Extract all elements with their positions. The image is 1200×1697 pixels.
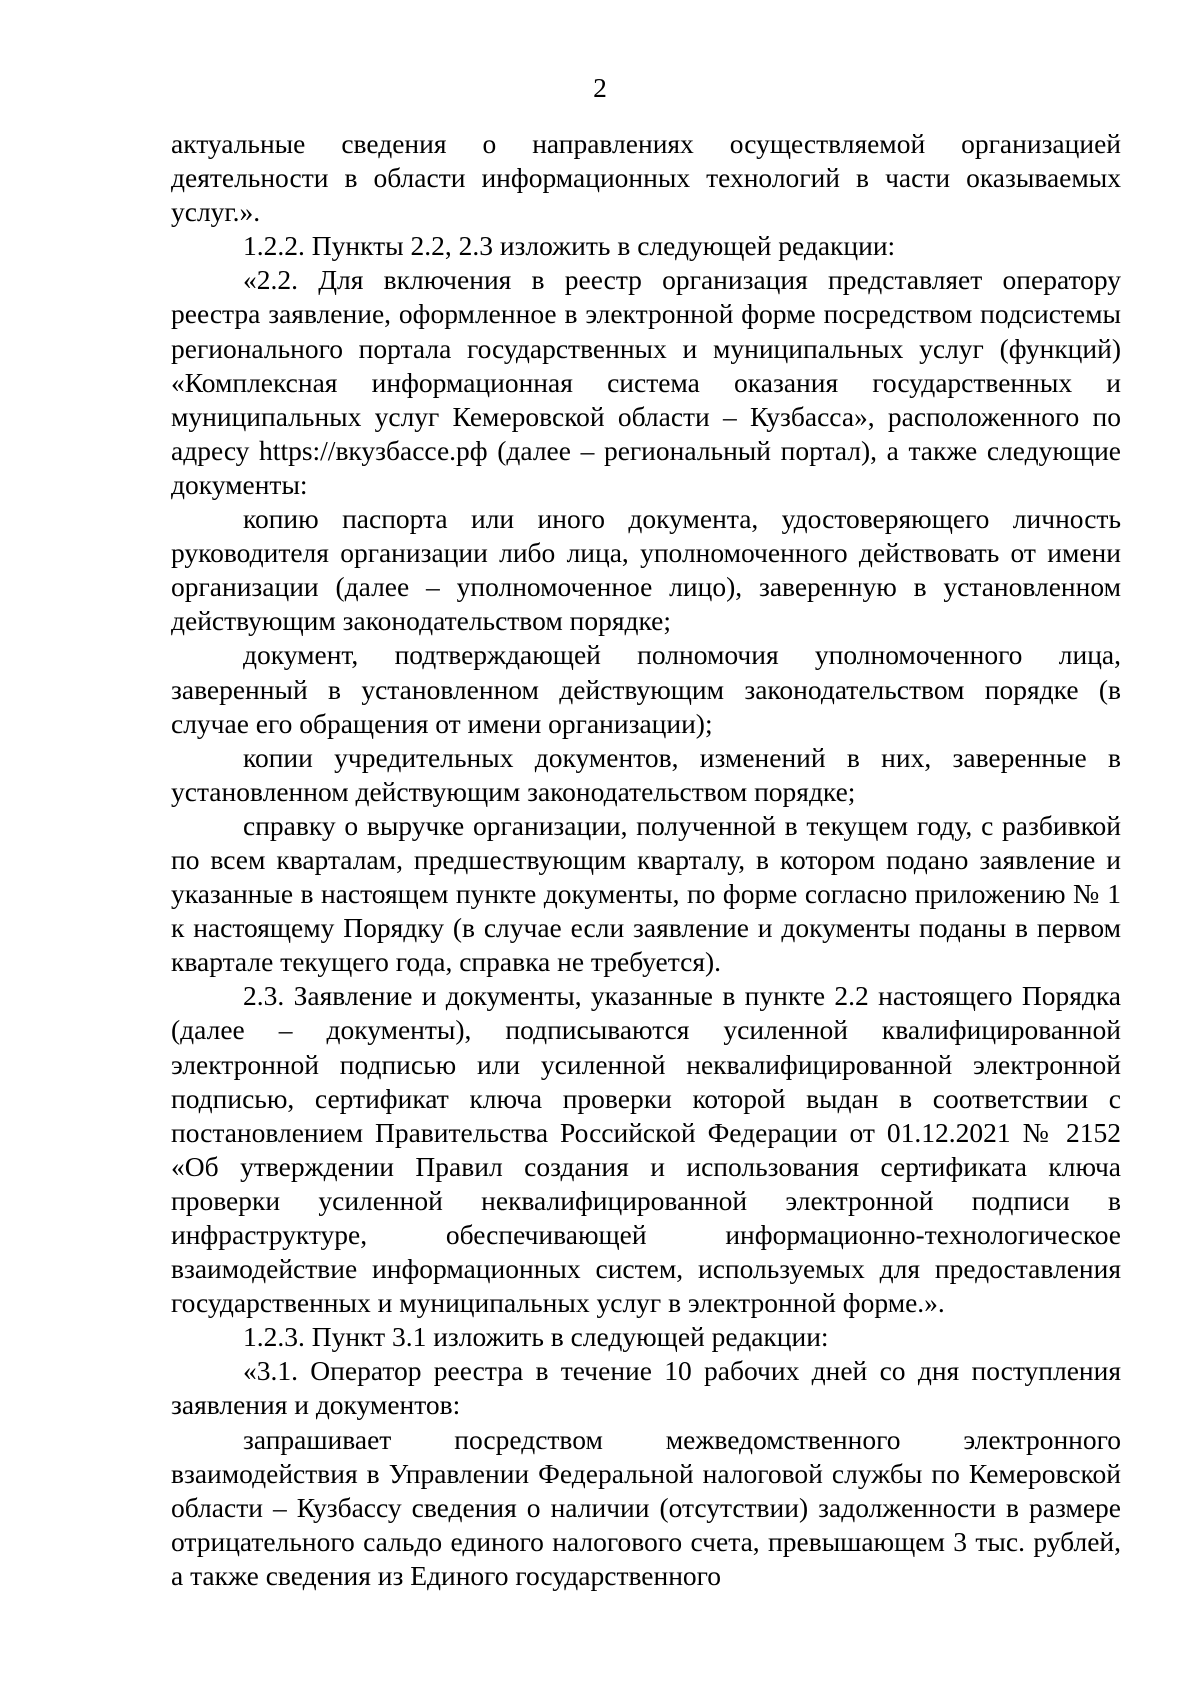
paragraph: копии учредительных документов, изменений в них, заверенные в установленном действующим законодательством порядке; [171, 741, 1121, 807]
paragraph: 1.2.3. Пункт 3.1 изложить в следующей редакции: [243, 1321, 829, 1353]
paragraph: запрашивает посредством межведомственного электронного взаимодействия в Управлении Федеральной налоговой службы по Кемеровской области – Кузбассу сведения о наличии (отсутствии) задолженности в размере отрицательного сальдо единого налогового счета, превышающем 3 тыс. рублей, а также сведения из Единого государственного [171, 1423, 1121, 1591]
document-body [171, 127, 1121, 1593]
paragraph: документ, подтверждающей полномочия уполномоченного лица, заверенный в установленном действующим законодательством порядке (в случае его обращения от имени организации); [171, 639, 1121, 739]
paragraph: актуальные сведения о направлениях осуществляемой организацией деятельности в области информационных технологий в части оказываемых услуг.». [171, 128, 1121, 228]
paragraph: копию паспорта или иного документа, удостоверяющего личность руководителя организации либо лица, уполномоченного действовать от имени организации (далее – уполномоченное лицо), заверенную в установленном действующим законодательством порядке; [171, 503, 1121, 637]
paragraph: «3.1. Оператор реестра в течение 10 рабочих дней со дня поступления заявления и документов: [171, 1355, 1121, 1421]
paragraph: «2.2. Для включения в реестр организация представляет оператору реестра заявление, оформленное в электронной форме посредством подсистемы регионального портала государственных и муниципальных услуг (функций) «Комплексная информационная система оказания государственных и муниципальных услуг Кемеровской области – Кузбасса», расположенного по адресу https://вкузбассе.рф (далее – региональный портал), а также следующие документы: [171, 264, 1121, 500]
page-number: 2 [593, 72, 607, 103]
paragraph: 1.2.2. Пункты 2.2, 2.3 изложить в следующей редакции: [243, 230, 896, 262]
paragraph: 2.3. Заявление и документы, указанные в пункте 2.2 настоящего Порядка (далее – документы), подписываются усиленной квалифицированной электронной подписью или усиленной неквалифицированной электронной подписью, сертификат ключа проверки которой выдан в соответствии с постановлением Правительства Российской Федерации от 01.12.2021 № 2152 «Об утверждении Правил создания и использования сертификата ключа проверки усиленной неквалифицированной электронной подписи в инфраструктуре, обеспечивающей информационно-технологическое взаимодействие информационных систем, используемых для предоставления государственных и муниципальных услуг в электронной форме.». [171, 980, 1121, 1319]
paragraph: справку о выручке организации, полученной в текущем году, с разбивкой по всем кварталам, предшествующим кварталу, в котором подано заявление и указанные в настоящем пункте документы, по форме согласно приложению № 1 к настоящему Порядку (в случае если заявление и документы поданы в первом квартале текущего года, справка не требуется). [171, 809, 1121, 978]
